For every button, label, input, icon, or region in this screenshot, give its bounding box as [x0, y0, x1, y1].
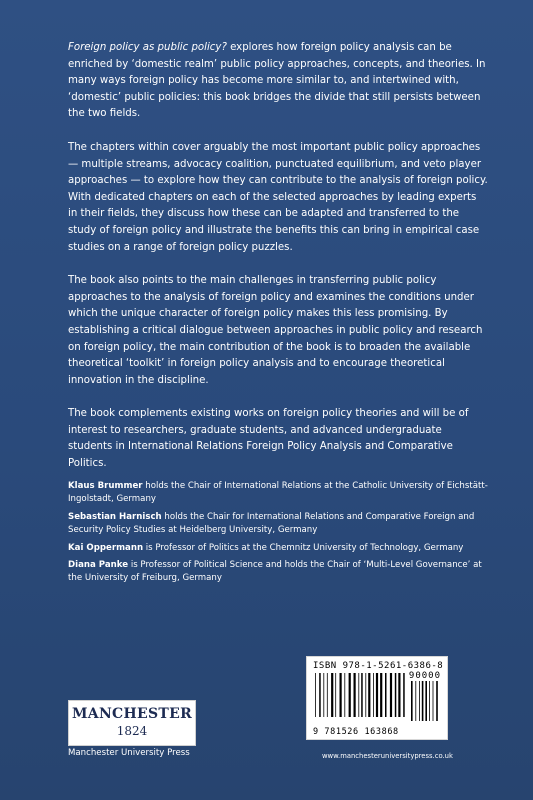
author-name: Sebastian Harnisch — [68, 511, 162, 522]
author-bio — [68, 542, 488, 555]
author-bios — [68, 480, 488, 590]
barcode-digits: 9 781526 163868 — [313, 727, 399, 737]
blurb-paragraph-3: The book also points to the main challenges in transferring public policy approaches to the analysis of foreign policy and examines the conditions under which the unique character of foreign policy makes this less promising. By establishing a critical dialogue between approaches in public policy and research on foreign policy, the main contribution of the book is to broaden the available theoretical ‘toolkit’ in foreign policy analysis and to encourage theoretical innovation in the discipline. — [68, 275, 483, 386]
blurb-paragraph-2: The chapters within cover arguably the most important public policy approaches — multiple streams, advocacy coalition, punctuated equilibrium, and veto player approaches — to explore how they can contribute to the analysis of foreign policy. With dedicated chapters on each of the selected approaches by leading experts in their fields, they discuss how these can be adapted and transferred to the study of foreign policy and illustrate the benefits this can bring in empirical case studies on a range of foreign policy puzzles. — [68, 141, 488, 253]
author-description: is Professor of Politics at the Chemnitz University of Technology, Germany — [143, 542, 464, 553]
publisher-logo — [68, 700, 196, 746]
author-description: holds the Chair for International Relations and Comparative Foreign and Security Policy Studies at Heidelberg University, Germany — [68, 511, 475, 536]
author-bio — [68, 511, 488, 538]
blurb-paragraph-1 — [68, 40, 488, 123]
author-name: Klaus Brummer — [68, 481, 143, 491]
blurb-paragraph-1-text: explores how foreign policy analysis can be enriched by ‘domestic realm’ public policy approaches, concepts, and theories. In many ways foreign policy has become more similar to, and intertwined with, ‘domestic’ public policies: this book bridges the divide that still persists between the two fields. — [68, 42, 486, 120]
blurb — [68, 40, 488, 490]
publisher-website: www.manchesteruniversitypress.co.uk — [322, 752, 453, 760]
author-bio — [68, 480, 488, 507]
author-description: holds the Chair of International Relations at the Catholic University of Eichstätt-Ingolstadt, Germany — [68, 481, 488, 505]
author-bio — [68, 559, 488, 586]
author-name: Kai Oppermann — [68, 542, 144, 553]
publisher-logo-year: 1824 — [116, 724, 148, 738]
author-description: is Professor of Political Science and holds the Chair of ‘Multi-Level Governance’ at the University of Freiburg, Germany — [68, 560, 482, 584]
barcode-bars-icon — [313, 673, 441, 725]
book-title: Foreign policy as public policy? — [68, 42, 227, 53]
publisher-logo-word: MANCHESTER — [71, 706, 193, 722]
publisher-name: Manchester University Press — [68, 748, 190, 758]
blurb-paragraph-4: The book complements existing works on foreign policy theories and will be of interest to researchers, graduate students, and advanced undergraduate students in International Relations Foreign Policy Analysis and Comparative Politics. — [68, 408, 469, 470]
isbn-number: ISBN 978-1-5261-6386-8 — [313, 661, 444, 671]
isbn-barcode — [306, 656, 448, 740]
author-name: Diana Panke — [68, 560, 129, 571]
barcode-addon: 90000 — [408, 671, 441, 681]
